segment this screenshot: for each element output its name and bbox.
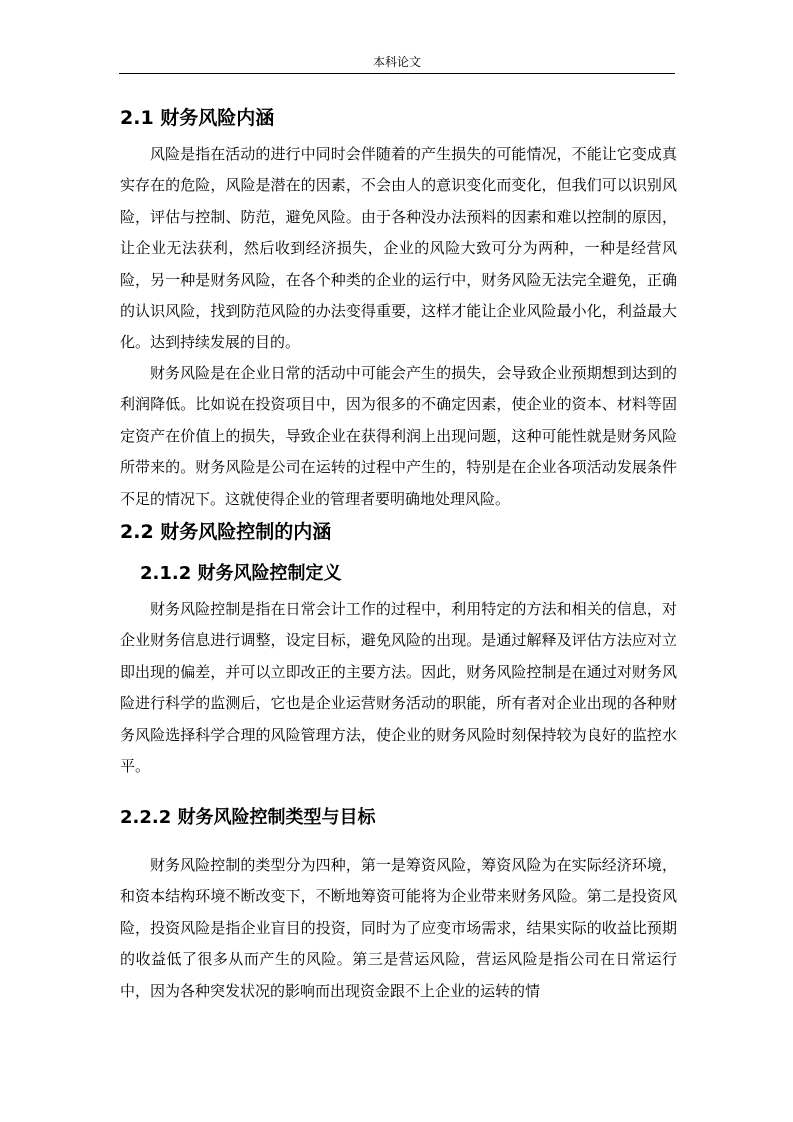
page-header: 本科论文 [372,55,421,69]
subsection-heading-2-2-2: 2.2.2 财务风险控制类型与目标 [120,807,376,828]
subsection-heading-2-1-2: 2.1.2 财务风险控制定义 [140,563,342,584]
section-heading-2-2: 2.2 财务风险控制的内涵 [120,521,332,543]
paragraph-risk-control-definition: 财务风险控制是指在日常会计工作的过程中，利用特定的方法和相关的信息，对企业财务信息进行调整，设定目标，避免风险的出现。是通过解释及评估方法应对立即出现的偏差，并可以立即改正的主要方法。因此，财务风险控制是在通过对财务风险进行科学的监测后，它也是企业运营财务活动的职能，所有者对企业出现的各种财务风险选择科学合理的风险管理方法，使企业的财务风险时刻保持较为良好的监控水平。 [120,600,677,776]
section-heading-2-1: 2.1 财务风险内涵 [120,107,275,129]
paragraph-risk-control-types: 财务风险控制的类型分为四种，第一是筹资风险，筹资风险为在实际经济环境，和资本结构环境不断改变下，不断地筹资可能将为企业带来财务风险。第二是投资风险，投资风险是指企业盲目的投资，同时为了应变市场需求，结果实际的收益比预期的收益低了很多从而产生的风险。第三是营运风险，营运风险是指公司在日常运行中，因为各种突发状况的影响而出现资金跟不上企业的运转的情 [120,856,677,1000]
paragraph-financial-risk: 财务风险是在企业日常的活动中可能会产生的损失，会导致企业预期想到达到的利润降低。比如说在投资项目中，因为很多的不确定因素，使企业的资本、材料等固定资产在价值上的损失，导致企业在获得利润上出现问题，这种可能性就是财务风险所带来的。财务风险是公司在运转的过程中产生的，特别是在企业各项活动发展条件不足的情况下。这就使得企业的管理者要明确地处理风险。 [120,364,677,508]
header-rule [119,73,675,74]
paragraph-risk-definition: 风险是指在活动的进行中同时会伴随着的产生损失的可能情况，不能让它变成真实存在的危险，风险是潜在的因素，不会由人的意识变化而变化，但我们可以识别风险，评估与控制、防范，避免风险。由于各种没办法预料的因素和难以控制的原因，让企业无法获利，然后收到经济损失，企业的风险大致可分为两种，一种是经营风险，另一种是财务风险，在各个种类的企业的运行中，财务风险无法完全避免，正确的认识风险，找到防范风险的办法变得重要，这样才能让企业风险最小化，利益最大化。达到持续发展的目的。 [120,145,677,352]
